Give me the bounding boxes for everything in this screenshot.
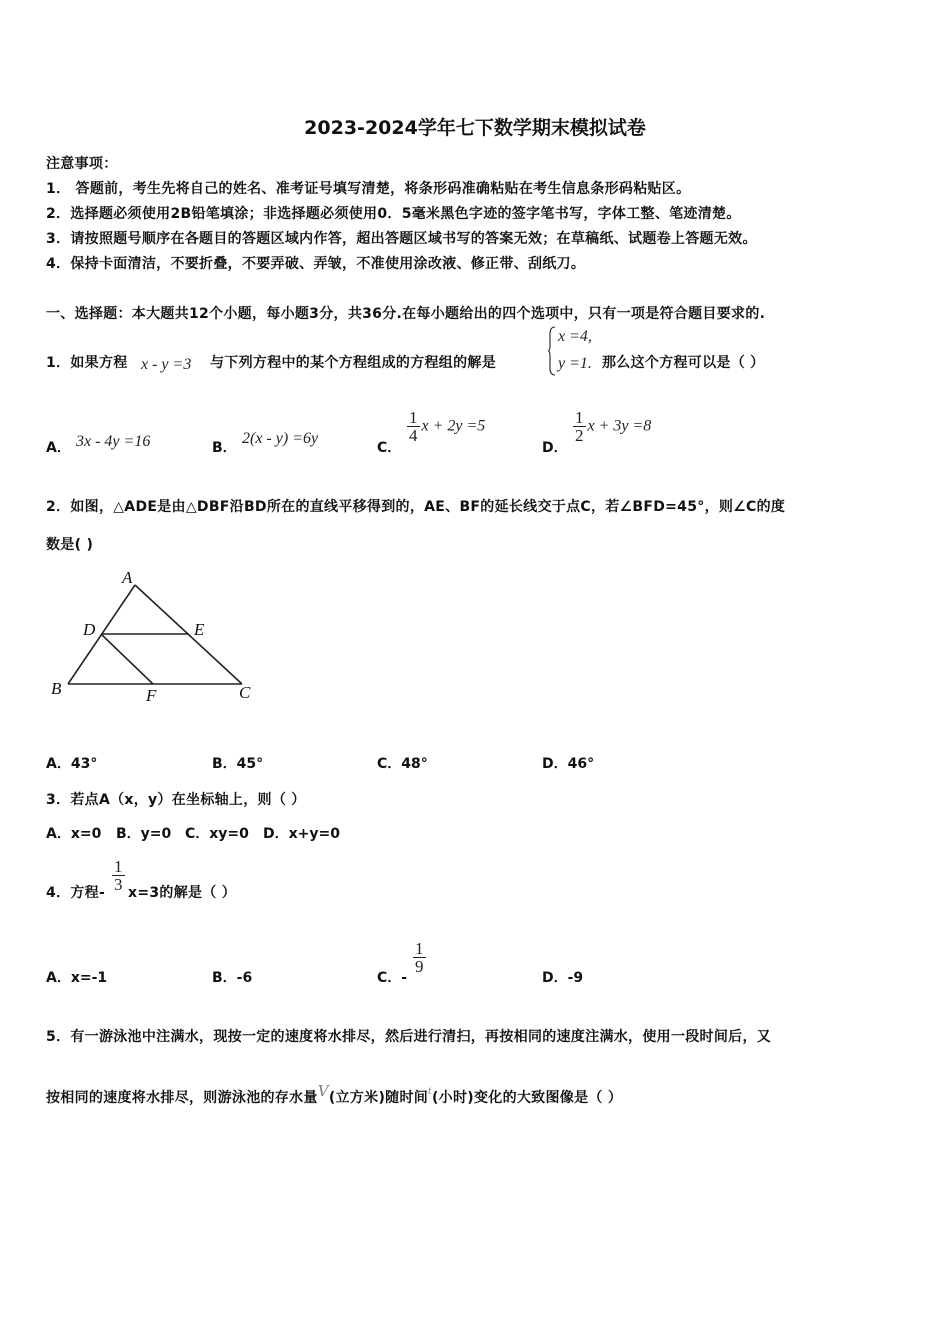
q3-option-a: A．x=0: [46, 826, 102, 842]
q2-option-c: C．48°: [377, 756, 428, 772]
q1-system-line-2: y =1.: [558, 355, 592, 372]
q1-system-line-1: x =4,: [558, 328, 592, 345]
q1-option-b-expr: 2(x - y) =6y: [242, 430, 319, 447]
label-b: B: [51, 679, 62, 698]
q5-text-line-1: 5．有一游泳池中注满水，现按一定的速度将水排尽，然后进行清扫，再按相同的速度注满水，使用一段时间后，又: [46, 1029, 772, 1045]
q1-option-d-label: D．: [542, 440, 568, 456]
q2-option-a: A．43°: [46, 756, 98, 772]
label-a: A: [122, 568, 133, 587]
q2-option-b: B．45°: [212, 756, 264, 772]
q4-suffix: x=3的解是（ ）: [128, 885, 237, 901]
q1-option-d-expr: $\frac{1}{2}$ x + 3y =8: [575, 408, 652, 445]
q3-option-c: C．xy=0: [185, 826, 249, 842]
notice-item-3: 3．请按照题号顺序在各题目的答题区域内作答，超出答题区域书写的答案无效；在草稿纸、试题卷上答题无效。: [46, 231, 757, 247]
q3-option-d: D．x+y=0: [263, 826, 340, 842]
q1-option-c-fraction: $\frac{1}{4}$: [409, 408, 418, 445]
q1-option-a-label: A．: [46, 440, 71, 456]
brace-icon: [548, 326, 556, 376]
label-e: E: [194, 620, 205, 639]
segment-df: [101, 634, 153, 684]
q1-equation: x - y =3: [141, 356, 192, 373]
q1-prefix: 1．如果方程: [46, 355, 128, 371]
q3-text: 3．若点A（x，y）在坐标轴上，则（ ）: [46, 792, 306, 808]
q4-prefix: 4．方程-: [46, 885, 106, 901]
q1-option-c-label: C．: [377, 440, 402, 456]
section-heading: 一、选择题：本大题共12个小题，每小题3分，共36分.在每小题给出的四个选项中，只有一项是符合题目要求的.: [46, 306, 766, 322]
label-f: F: [146, 686, 157, 705]
triangle-figure: [46, 565, 271, 705]
q2-option-d: D．46°: [542, 756, 595, 772]
q2-text-line-1: 2．如图，△ADE是由△DBF沿BD所在的直线平移得到的，AE、BF的延长线交于点C，若∠BFD=45°，则∠C的度: [46, 499, 786, 515]
notice-item-1: 1． 答题前，考生先将自己的姓名、准考证号填写清楚，将条形码准确粘贴在考生信息条形码粘贴区。: [46, 181, 691, 197]
q4-option-c-fraction: $\frac{1}{9}$: [415, 939, 424, 976]
q4-option-b: B．-6: [212, 970, 253, 986]
q5-variable-t: t: [428, 1087, 432, 1097]
q5-text-line-2: 按相同的速度将水排尽，则游泳池的存水量V(立方米)随时间$^t$(小时)变化的大致图像是（ ）: [46, 1082, 623, 1106]
q4-option-c-label: C．-: [377, 970, 408, 986]
q1-option-a-expr: 3x - 4y =16: [76, 433, 151, 450]
notice-item-2: 2．选择题必须使用2B铅笔填涂；非选择题必须使用0．5毫米黑色字迹的签字笔书写，字体工整、笔迹清楚。: [46, 206, 741, 222]
q4-option-a: A．x=-1: [46, 970, 108, 986]
notice-heading: 注意事项：: [46, 156, 118, 172]
q3-option-b: B．y=0: [116, 826, 172, 842]
q1-option-c-expr: $\frac{1}{4}$ x + 2y =5: [409, 408, 486, 445]
q4-fraction: $\frac{1}{3}$: [114, 857, 123, 894]
q4-option-d: D．-9: [542, 970, 584, 986]
q1-suffix: 那么这个方程可以是（ ）: [602, 355, 765, 371]
q1-option-d-fraction: $\frac{1}{2}$: [575, 408, 584, 445]
notice-item-4: 4．保持卡面清洁，不要折叠，不要弄破、弄皱，不准使用涂改液、修正带、刮纸刀。: [46, 256, 586, 272]
page-title: 2023-2024学年七下数学期末模拟试卷: [304, 117, 646, 139]
q1-option-b-label: B．: [212, 440, 237, 456]
q2-text-line-2: 数是( ): [46, 537, 94, 553]
q5-variable-v: V: [317, 1082, 329, 1100]
label-d: D: [83, 620, 96, 639]
q1-middle-text: 与下列方程中的某个方程组成的方程组的解是: [210, 355, 496, 371]
label-c: C: [239, 683, 251, 702]
